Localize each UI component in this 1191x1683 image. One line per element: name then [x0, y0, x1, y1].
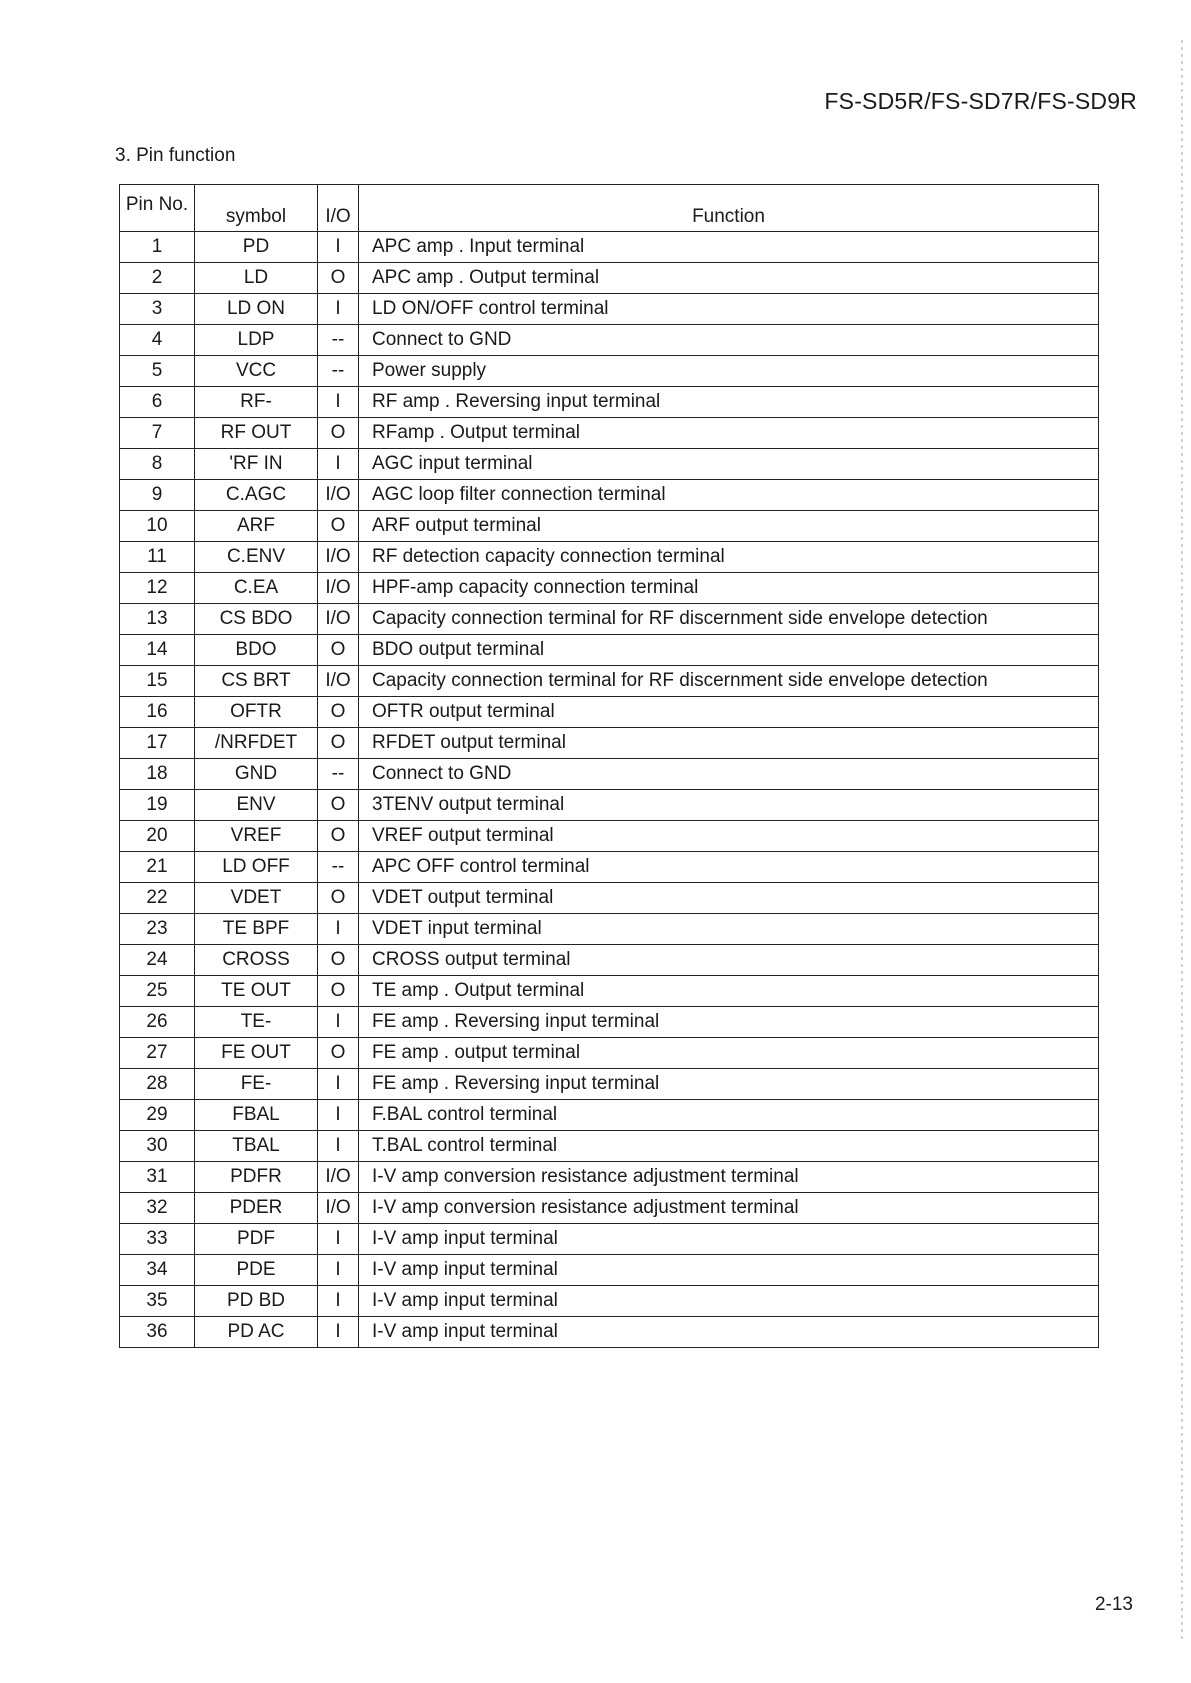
cell-symbol: BDO	[195, 635, 318, 666]
cell-symbol: FE-	[195, 1069, 318, 1100]
cell-symbol: CROSS	[195, 945, 318, 976]
cell-function: APC amp . Input terminal	[359, 232, 1099, 263]
cell-symbol: RF-	[195, 387, 318, 418]
cell-pin: 31	[120, 1162, 195, 1193]
cell-pin: 11	[120, 542, 195, 573]
cell-pin: 29	[120, 1100, 195, 1131]
cell-symbol: RF OUT	[195, 418, 318, 449]
cell-io: O	[318, 635, 359, 666]
cell-symbol: LDP	[195, 325, 318, 356]
cell-pin: 20	[120, 821, 195, 852]
cell-io: I/O	[318, 604, 359, 635]
cell-symbol: FBAL	[195, 1100, 318, 1131]
cell-pin: 23	[120, 914, 195, 945]
cell-pin: 28	[120, 1069, 195, 1100]
cell-io: O	[318, 263, 359, 294]
table-row	[120, 356, 1099, 387]
cell-function: OFTR output terminal	[359, 697, 1099, 728]
cell-io: O	[318, 728, 359, 759]
cell-symbol: 'RF IN	[195, 449, 318, 480]
table-row	[120, 232, 1099, 263]
cell-io: O	[318, 976, 359, 1007]
cell-function: I-V amp input terminal	[359, 1286, 1099, 1317]
table-row	[120, 1100, 1099, 1131]
cell-pin: 22	[120, 883, 195, 914]
cell-pin: 24	[120, 945, 195, 976]
cell-io: I	[318, 387, 359, 418]
table-row	[120, 852, 1099, 883]
table-row	[120, 294, 1099, 325]
cell-symbol: C.AGC	[195, 480, 318, 511]
cell-symbol: LD ON	[195, 294, 318, 325]
cell-symbol: C.EA	[195, 573, 318, 604]
cell-pin: 13	[120, 604, 195, 635]
cell-io: I/O	[318, 1162, 359, 1193]
cell-symbol: GND	[195, 759, 318, 790]
cell-symbol: VDET	[195, 883, 318, 914]
cell-pin: 32	[120, 1193, 195, 1224]
cell-symbol: ENV	[195, 790, 318, 821]
cell-function: VREF output terminal	[359, 821, 1099, 852]
table-row	[120, 1131, 1099, 1162]
cell-symbol: LD OFF	[195, 852, 318, 883]
table-row	[120, 604, 1099, 635]
cell-io: I	[318, 914, 359, 945]
cell-function: RFamp . Output terminal	[359, 418, 1099, 449]
table-row	[120, 511, 1099, 542]
cell-io: I	[318, 1100, 359, 1131]
table-row	[120, 635, 1099, 666]
table-row	[120, 1317, 1099, 1348]
column-header-function: Function	[359, 185, 1099, 232]
cell-pin: 2	[120, 263, 195, 294]
cell-io: O	[318, 418, 359, 449]
cell-io: I	[318, 1317, 359, 1348]
cell-pin: 8	[120, 449, 195, 480]
cell-pin: 33	[120, 1224, 195, 1255]
cell-io: I	[318, 1224, 359, 1255]
cell-io: I/O	[318, 480, 359, 511]
cell-function: CROSS output terminal	[359, 945, 1099, 976]
section-title: 3. Pin function	[115, 145, 236, 166]
cell-io: I	[318, 294, 359, 325]
cell-io: O	[318, 821, 359, 852]
column-header-pin: Pin No.	[120, 185, 195, 232]
cell-io: I	[318, 1007, 359, 1038]
cell-io: --	[318, 325, 359, 356]
cell-io: --	[318, 356, 359, 387]
cell-pin: 18	[120, 759, 195, 790]
table-row	[120, 1069, 1099, 1100]
cell-function: Capacity connection terminal for RF discernment side envelope detection	[359, 604, 1099, 635]
table-header-row	[120, 185, 1099, 232]
cell-io: O	[318, 945, 359, 976]
pin-function-table	[119, 184, 1099, 1348]
cell-symbol: VREF	[195, 821, 318, 852]
cell-pin: 17	[120, 728, 195, 759]
cell-io: O	[318, 790, 359, 821]
column-header-io: I/O	[318, 185, 359, 232]
table-row	[120, 263, 1099, 294]
cell-pin: 9	[120, 480, 195, 511]
cell-pin: 12	[120, 573, 195, 604]
cell-function: FE amp . Reversing input terminal	[359, 1007, 1099, 1038]
cell-symbol: PD	[195, 232, 318, 263]
table-row	[120, 697, 1099, 728]
cell-function: APC amp . Output terminal	[359, 263, 1099, 294]
cell-pin: 27	[120, 1038, 195, 1069]
cell-pin: 19	[120, 790, 195, 821]
column-header-symbol: symbol	[195, 185, 318, 232]
table-row	[120, 387, 1099, 418]
cell-io: --	[318, 759, 359, 790]
cell-io: I/O	[318, 666, 359, 697]
table-row	[120, 1193, 1099, 1224]
cell-pin: 7	[120, 418, 195, 449]
cell-symbol: TBAL	[195, 1131, 318, 1162]
cell-pin: 14	[120, 635, 195, 666]
cell-function: I-V amp conversion resistance adjustment terminal	[359, 1193, 1099, 1224]
cell-function: 3TENV output terminal	[359, 790, 1099, 821]
table-row	[120, 542, 1099, 573]
cell-symbol: TE OUT	[195, 976, 318, 1007]
table-row	[120, 821, 1099, 852]
cell-function: I-V amp input terminal	[359, 1255, 1099, 1286]
cell-symbol: FE OUT	[195, 1038, 318, 1069]
cell-function: LD ON/OFF control terminal	[359, 294, 1099, 325]
table-row	[120, 573, 1099, 604]
table-body	[120, 232, 1099, 1348]
model-header: FS-SD5R/FS-SD7R/FS-SD9R	[824, 88, 1137, 114]
cell-io: I/O	[318, 1193, 359, 1224]
cell-io: O	[318, 697, 359, 728]
table-row	[120, 1038, 1099, 1069]
cell-io: O	[318, 883, 359, 914]
cell-symbol: TE-	[195, 1007, 318, 1038]
cell-symbol: CS BDO	[195, 604, 318, 635]
cell-pin: 34	[120, 1255, 195, 1286]
cell-function: AGC input terminal	[359, 449, 1099, 480]
table-row	[120, 449, 1099, 480]
cell-pin: 6	[120, 387, 195, 418]
cell-io: I	[318, 1131, 359, 1162]
cell-io: I	[318, 449, 359, 480]
cell-function: RF amp . Reversing input terminal	[359, 387, 1099, 418]
cell-function: VDET output terminal	[359, 883, 1099, 914]
cell-function: I-V amp conversion resistance adjustment terminal	[359, 1162, 1099, 1193]
cell-symbol: PDER	[195, 1193, 318, 1224]
cell-function: AGC loop filter connection terminal	[359, 480, 1099, 511]
cell-function: TE amp . Output terminal	[359, 976, 1099, 1007]
cell-symbol: C.ENV	[195, 542, 318, 573]
cell-symbol: VCC	[195, 356, 318, 387]
cell-function: APC OFF control terminal	[359, 852, 1099, 883]
table-row	[120, 945, 1099, 976]
cell-pin: 3	[120, 294, 195, 325]
cell-io: O	[318, 511, 359, 542]
cell-function: FE amp . output terminal	[359, 1038, 1099, 1069]
cell-symbol: ARF	[195, 511, 318, 542]
cell-io: I	[318, 1069, 359, 1100]
table-row	[120, 790, 1099, 821]
cell-pin: 26	[120, 1007, 195, 1038]
cell-symbol: /NRFDET	[195, 728, 318, 759]
table-row	[120, 1162, 1099, 1193]
cell-pin: 5	[120, 356, 195, 387]
cell-function: HPF-amp capacity connection terminal	[359, 573, 1099, 604]
cell-io: I	[318, 1286, 359, 1317]
cell-io: --	[318, 852, 359, 883]
cell-function: Power supply	[359, 356, 1099, 387]
cell-symbol: CS BRT	[195, 666, 318, 697]
cell-symbol: TE BPF	[195, 914, 318, 945]
table-row	[120, 325, 1099, 356]
page-number: 2-13	[1094, 1594, 1133, 1615]
cell-pin: 15	[120, 666, 195, 697]
cell-pin: 35	[120, 1286, 195, 1317]
cell-function: T.BAL control terminal	[359, 1131, 1099, 1162]
cell-symbol: PDE	[195, 1255, 318, 1286]
table-row	[120, 480, 1099, 511]
table-row	[120, 1224, 1099, 1255]
cell-function: VDET input terminal	[359, 914, 1099, 945]
cell-pin: 36	[120, 1317, 195, 1348]
cell-function: BDO output terminal	[359, 635, 1099, 666]
cell-symbol: PDF	[195, 1224, 318, 1255]
cell-symbol: PDFR	[195, 1162, 318, 1193]
cell-function: Connect to GND	[359, 759, 1099, 790]
table-row	[120, 728, 1099, 759]
cell-symbol: PD BD	[195, 1286, 318, 1317]
cell-io: I/O	[318, 573, 359, 604]
table-row	[120, 1007, 1099, 1038]
cell-function: RF detection capacity connection terminal	[359, 542, 1099, 573]
cell-io: O	[318, 1038, 359, 1069]
cell-pin: 25	[120, 976, 195, 1007]
scan-edge-mark	[1181, 40, 1183, 1640]
table-row	[120, 759, 1099, 790]
cell-function: Capacity connection terminal for RF discernment side envelope detection	[359, 666, 1099, 697]
cell-io: I	[318, 232, 359, 263]
cell-io: I	[318, 1255, 359, 1286]
cell-function: ARF output terminal	[359, 511, 1099, 542]
table-row	[120, 1255, 1099, 1286]
table-row	[120, 976, 1099, 1007]
cell-pin: 1	[120, 232, 195, 263]
table-row	[120, 666, 1099, 697]
cell-symbol: OFTR	[195, 697, 318, 728]
cell-pin: 10	[120, 511, 195, 542]
cell-pin: 30	[120, 1131, 195, 1162]
cell-pin: 16	[120, 697, 195, 728]
table-row	[120, 883, 1099, 914]
cell-symbol: PD AC	[195, 1317, 318, 1348]
cell-pin: 21	[120, 852, 195, 883]
cell-symbol: LD	[195, 263, 318, 294]
cell-io: I/O	[318, 542, 359, 573]
cell-function: I-V amp input terminal	[359, 1317, 1099, 1348]
cell-pin: 4	[120, 325, 195, 356]
table-row	[120, 914, 1099, 945]
table-row	[120, 1286, 1099, 1317]
table-row	[120, 418, 1099, 449]
cell-function: F.BAL control terminal	[359, 1100, 1099, 1131]
cell-function: RFDET output terminal	[359, 728, 1099, 759]
cell-function: I-V amp input terminal	[359, 1224, 1099, 1255]
cell-function: FE amp . Reversing input terminal	[359, 1069, 1099, 1100]
cell-function: Connect to GND	[359, 325, 1099, 356]
